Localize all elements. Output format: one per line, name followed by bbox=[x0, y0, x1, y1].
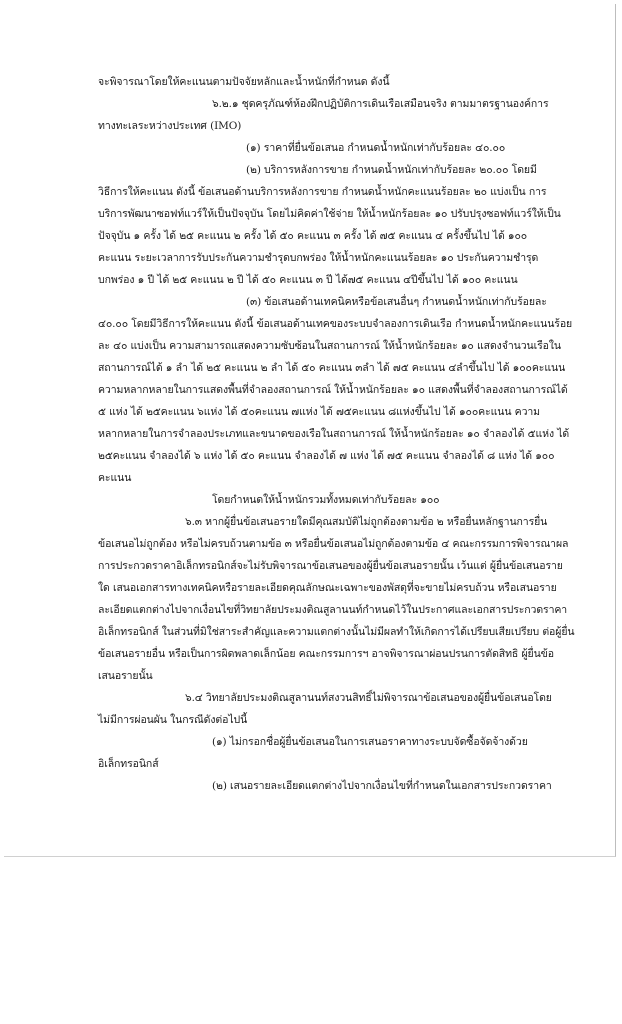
text-line: คะแนน ระยะเวลาการรับประกันความชำรุดบกพร่อง ให้น้ำหนักคะแนนร้อยละ ๑๐ ประกันความชำรุด bbox=[98, 252, 539, 264]
text-line: ละเอียดแตกต่างไปจากเงื่อนไขที่วิทยาลัยประมงติณสูลานนท์กำหนดไว้ในประกาศและเอกสารประกวดราคา bbox=[98, 604, 568, 616]
criterion-1-price: (๑) ราคาที่ยื่นข้อเสนอ กำหนดน้ำหนักเท่ากับร้อยละ ๔๐.๐๐ bbox=[246, 142, 506, 154]
criterion-2-after-sales: (๒) บริการหลังการขาย กำหนดน้ำหนักเท่ากับร้อยละ ๒๐.๐๐ โดยมี bbox=[246, 164, 537, 176]
text-line: ละ ๔๐ แบ่งเป็น ความสามารถแสดงความซับซ้อนในสถานการณ์ ให้น้ำหนักร้อยละ ๑๐ แสดงจำนวนเรือใน bbox=[98, 340, 561, 352]
text-line: หลากหลายในการจำลองประเภทและขนาดของเรือในสถานการณ์ ให้น้ำหนักร้อยละ ๑๐ จำลองได้ ๕แห่ง ได้ bbox=[98, 428, 570, 440]
text-line: ใด เสนอเอกสารทางเทคนิคหรือรายละเอียดคุณลักษณะเฉพาะของพัสดุที่จะขายไม่ครบถ้วน หรือเสนอราย bbox=[98, 582, 557, 594]
text-line: ทางทะเลระหว่างประเทศ (IMO) bbox=[98, 120, 242, 132]
condition-1: (๑) ไม่กรอกชื่อผู้ยื่นข้อเสนอในการเสนอราคาทางระบบจัดซื้อจัดจ้างด้วย bbox=[212, 736, 528, 748]
text-line: การประกวดราคาอิเล็กทรอนิกส์จะไม่รับพิจารณาข้อเสนอของผู้ยื่นข้อเสนอรายนั้น เว้นแต่ ผู้ยื่นข้อเสนอราย bbox=[98, 560, 563, 572]
section-6-2-1-heading: ๖.๒.๑ ชุดครุภัณฑ์ห้องฝึกปฏิบัติการเดินเรือเสมือนจริง ตามมาตรฐานองค์การ bbox=[212, 98, 549, 110]
text-line: ๒๕คะแนน จำลองได้ ๖ แห่ง ได้ ๕๐ คะแนน จำลองได้ ๗ แห่ง ได้ ๗๕ คะแนน จำลองได้ ๘ แห่ง ได้ ๑๐๐ bbox=[98, 450, 555, 462]
criterion-3-technical: (๓) ข้อเสนอด้านเทคนิคหรือข้อเสนอื่นๆ กำหนดน้ำหนักเท่ากับร้อยละ bbox=[246, 296, 547, 308]
text-line: ๔๐.๐๐ โดยมีวิธีการให้คะแนน ดังนี้ ข้อเสนอด้านเทคของระบบจำลองการเดินเรือ กำหนดน้ำหนักคะแนนร้อย bbox=[98, 318, 573, 330]
text-line: ความหลากหลายในการแสดงพื้นที่จำลองสถานการณ์ ให้น้ำหนักร้อยละ ๑๐ แสดงพื้นที่จำลองสถานการณ์ได้ bbox=[98, 384, 568, 396]
section-6-3-heading: ๖.๓ หากผู้ยื่นข้อเสนอรายใดมีคุณสมบัติไม่ถูกต้องตามข้อ ๒ หรือยื่นหลักฐานการยื่น bbox=[185, 516, 548, 528]
text-line: อิเล็กทรอนิกส์ bbox=[98, 758, 159, 770]
text-line: บริการพัฒนาซอฟท์แวร์ให้เป็นปัจจุบัน โดยไม่คิดค่าใช้จ่าย ให้น้ำหนักร้อยละ ๑๐ ปรับปรุงซอฟท์แวร์ให้เป็น bbox=[98, 208, 561, 220]
text-line: จะพิจารณาโดยให้คะแนนตามปัจจัยหลักและน้ำหนักที่กำหนด ดังนี้ bbox=[98, 76, 390, 88]
text-line: อิเล็กทรอนิกส์ ในส่วนที่มิใช่สาระสำคัญและความแตกต่างนั้นไม่มีผลทำให้เกิดการได้เปรียบเสียเปรียบ ต่อผู้ยื่น bbox=[98, 626, 575, 638]
text-line: บกพร่อง ๑ ปี ได้ ๒๕ คะแนน ๒ ปี ได้ ๕๐ คะแนน ๓ ปี ได้๗๕ คะแนน ๔ปีขึ้นไป ได้ ๑๐๐ คะแนน bbox=[98, 274, 518, 286]
section-6-4-heading: ๖.๔ วิทยาลัยประมงติณสูลานนท์สงวนสิทธิ์ไม่พิจารณาข้อเสนอของผู้ยื่นข้อเสนอโดย bbox=[185, 692, 552, 704]
text-line: วิธีการให้คะแนน ดังนี้ ข้อเสนอด้านบริการหลังการขาย กำหนดน้ำหนักคะแนนร้อยละ ๒๐ แบ่งเป็น การ bbox=[98, 186, 547, 198]
total-weight-line: โดยกำหนดให้น้ำหนักรวมทั้งหมดเท่ากับร้อยละ ๑๐๐ bbox=[212, 494, 440, 506]
text-line: เสนอรายนั้น bbox=[98, 670, 153, 682]
text-line: ๕ แห่ง ได้ ๒๕คะแนน ๖แห่ง ได้ ๕๐คะแนน ๗แห่ง ได้ ๗๕คะแนน ๘แห่งขึ้นไป ได้ ๑๐๐คะแนน ความ bbox=[98, 406, 540, 418]
text-line: ปัจจุบัน ๑ ครั้ง ได้ ๒๕ คะแนน ๒ ครั้ง ได้ ๕๐ คะแนน ๓ ครั้ง ได้ ๗๕ คะแนน ๔ ครั้งขึ้นไป ได้ ๑๐๐ bbox=[98, 230, 528, 242]
text-line: ข้อเสนอรายอื่น หรือเป็นการผิดพลาดเล็กน้อย คณะกรรมการฯ อาจพิจารณาผ่อนปรนการตัดสิทธิ ผู้ยื่นข้อ bbox=[98, 648, 554, 660]
text-line: ไม่มีการผ่อนผัน ในกรณีดังต่อไปนี้ bbox=[98, 714, 248, 726]
condition-2: (๒) เสนอรายละเอียดแตกต่างไปจากเงื่อนไขที่กำหนดในเอกสารประกวดราคา bbox=[212, 780, 552, 792]
text-line: ข้อเสนอไม่ถูกต้อง หรือไม่ครบถ้วนตามข้อ ๓ หรือยื่นข้อเสนอไม่ถูกต้องตามข้อ ๔ คณะกรรมการพิจารณาผล bbox=[98, 538, 569, 550]
text-line: คะแนน bbox=[98, 472, 132, 484]
text-line: สถานการณ์ได้ ๑ ลำ ได้ ๒๕ คะแนน ๒ ลำ ได้ ๕๐ คะแนน ๓ลำ ได้ ๗๕ คะแนน ๔ลำขึ้นไป ได้ ๑๐๐คะแนน bbox=[98, 362, 566, 374]
